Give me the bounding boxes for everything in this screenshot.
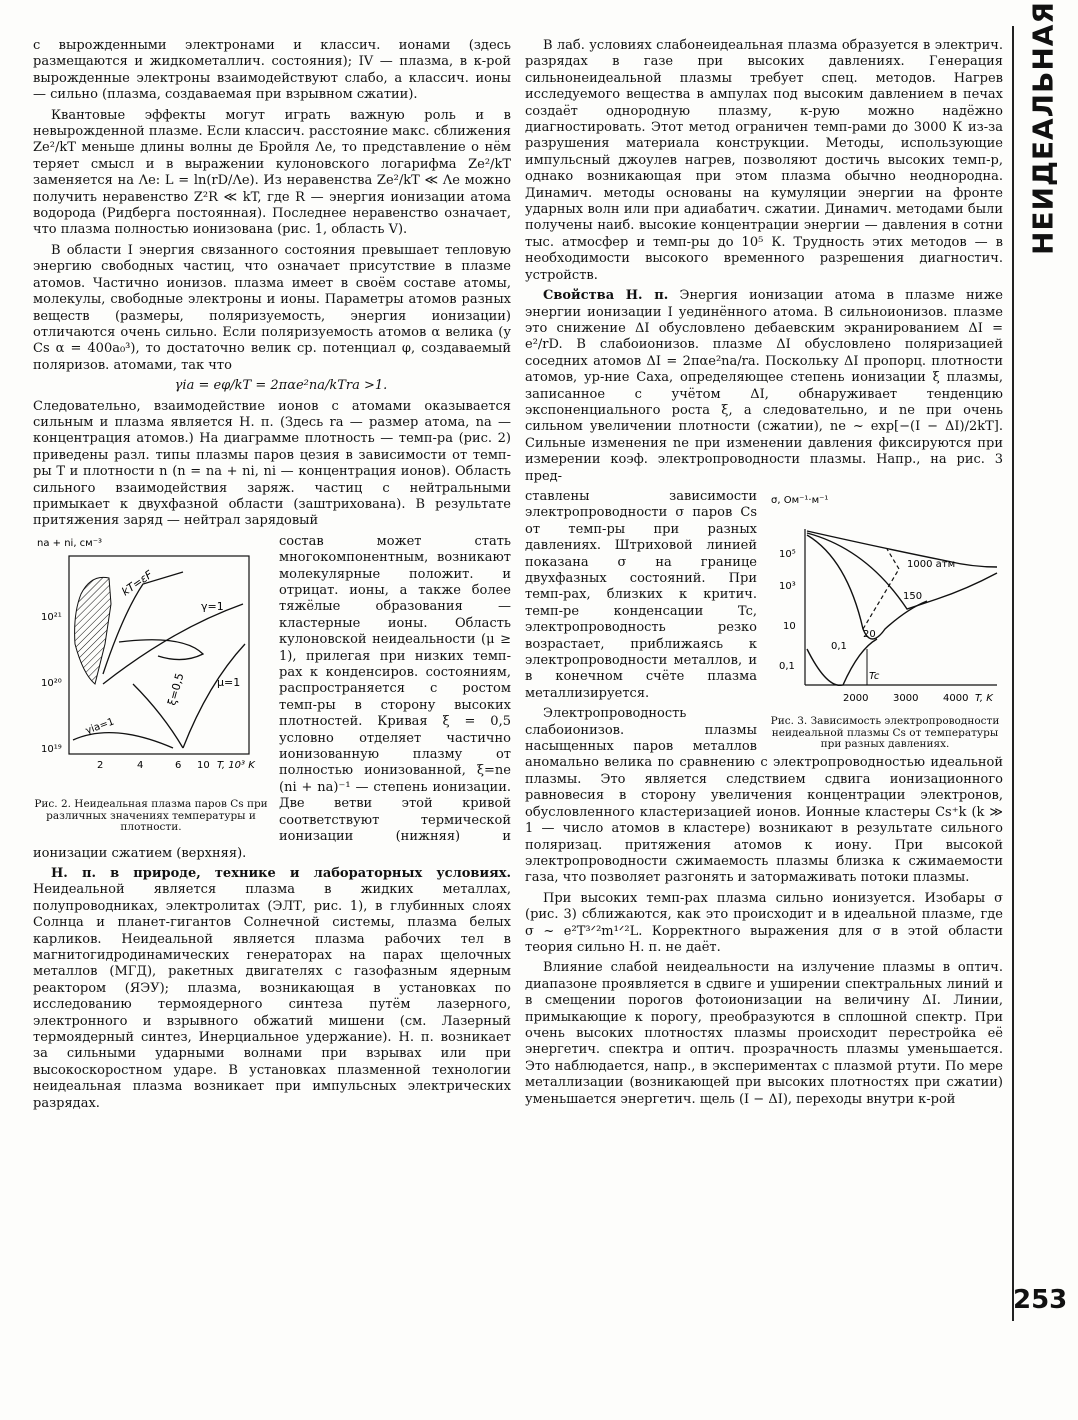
curve-150 — [807, 533, 997, 609]
left-column — [33, 38, 511, 1116]
paragraph: Следовательно, взаимодействие ионов с атомами оказывается сильным и плазма является Н. п. (Здесь ra — размер атома, na — концентрация атомов.) На диаграмме плотность — темп-ра (рис. 2) приведены разл. типы плазмы паров цезия в зависимости от темп-ры T и плотности n (n = na + ni, ni — концентрация ионов). Область сильного взаимодействия заряж. частиц с нейтральными примыкает к двухфазной области (заштрихована). В результате притяжения заряд — нейтрал зарядовый — [33, 398, 511, 529]
xtick: 2000 — [843, 692, 869, 704]
xtick: 6 — [175, 759, 182, 771]
paragraph: ставлены зависимости электропроводности σ паров Cs от темп-ры при разных давлениях. Штриховой линией показана σ на границе двухфазных состояний. При темп-рах, близких к критич. темп-ре конденсации Tc, электропроводность резко возрастает, приближаясь к электропроводности металлов, и в конечном счёте плазма металлизируется. — [525, 488, 757, 701]
xtick: 4000 — [943, 692, 969, 704]
xtick: 4 — [137, 759, 144, 771]
two-phase-boundary — [863, 549, 899, 629]
page-number: 253 — [1013, 1285, 1068, 1315]
section-heading: Н. п. в природе, технике и лабораторных условиях. — [51, 865, 511, 881]
fig3-ylabel: σ, Ом⁻¹·м⁻¹ — [771, 494, 829, 506]
paragraph: Квантовые эффекты могут играть важную роль и в невырожденной плазме. Если классич. расстояние макс. сближения Ze²/kT меньше длины волны де Бройля Λe, то представление о нём теряет смысл и в выражении кулоновского логарифма Ze²/kT заменяется на Λe: L = ln(rD/Λe). Из неравенства Ze²/kT ≪ Λe можно получить неравенство Z²R ≪ kT, где R — энергия ионизации атома водорода (Ридберга постоянная). Последнее неравенство означает, что плазма полностью ионизована (рис. 1, область V). — [33, 107, 511, 238]
header-title: НЕИДЕАЛЬНАЯ — [1026, 0, 1060, 255]
paragraph: В лаб. условиях слабонеидеальная плазма образуется в электрич. разрядах в газе при высоких давлениях. Генерация сильнонеидеальной плазмы требует спец. методов. Нагрев исследуемого вещества в ампулах под высоким давлением в печах создаёт однородную плазму, к-рую можно надёжно диагностировать. Этот метод ограничен темп-рами до 3000 К из-за разрушения материала конструкции. Методы, использующие импульсный джоулев нагрев, позволяют достичь высоких темп-р, однако возникающая при этом плазма обычно неоднородна. Динамич. методы основаны на кумуляции энергии на фронте ударных волн или при адиабатич. сжатии. Динамич. методами были получены наиб. высокие концентрации энергии — давления в сотни тыс. атмосфер и темп-ры до 10⁵ К. Трудность этих методов — в необходимости высокого временного разрешения диагностич. устройств. — [525, 38, 1003, 283]
paragraph — [525, 288, 1003, 485]
curve-mu — [183, 644, 245, 748]
xtick: 10 — [197, 759, 210, 771]
xtick: 3000 — [893, 692, 919, 704]
ytick: 10³ — [779, 580, 796, 592]
margin-rule — [1012, 26, 1014, 1321]
paragraph: Влияние слабой неидеальности на излучение плазмы в оптич. диапазоне проявляется в сдвиге и уширении спектральных линий и в смещении порогов фотоионизации на величину ΔI. Линии, примыкающие к порогу, преобразуются в сплошной спектр. При очень высоких плотностях плазмы происходит перестройка её энергетич. спектра и оптич. прозрачность плазмы уменьшается. Это наблюдается, напр., в экспериментах с плазмой ртути. По мере металлизации (возникающей при высоких плотностях при сжатии) уменьшается энергетич. щель (I − ΔI), переходы внутри к-рой — [525, 960, 1003, 1107]
running-header — [1018, 0, 1068, 255]
label-gamma: γ=1 — [201, 599, 224, 613]
formula: γia = eφ/kT = 2παe²na/kTra >1. — [174, 378, 388, 394]
paragraph: Электропроводность слабоионизов. плазмы насыщенных паров металлов аномально велика по сравнению с электропроводностью идеальной плазмы. Это является следствием сдвига ионизационного равновесия в сторону увеличения концентрации электронов, обусловленного кластеризацией ионов. Ионные кластеры Cs⁺k (k ≫ 1 — число атомов в кластере) возникают в результате сильного поляризац. притяжения атомов к иону. При высокой электропроводности сжимаемость плазмы близка к сжимаемости газа, что позволяет разгонять и затормаживать потоки плазмы. — [525, 706, 1003, 886]
label-gia: γia=1 — [84, 716, 116, 737]
label-tc: Tc — [869, 670, 880, 682]
paragraph: В области I энергия связанного состояния превышает тепловую энергию свободных частиц, что означает присутствие в плазме атомов. Частично ионизов. плазма имеет в своём составе атомы, молекулы, свободные электроны и ионы. Параметры атомов разных веществ (размеры, поляризуемость, энергия ионизации) отличаются очень сильно. Если поляризуемость атомов α велика (у Cs α = 400a₀³), то достаточно велик ср. потенциал φ, создаваемый поляризов. атомами, так что — [33, 242, 511, 373]
label-xi: ξ=0,5 — [165, 671, 187, 707]
curve-xi-upper — [119, 639, 203, 659]
label-mu: μ=1 — [217, 675, 241, 689]
label-1000: 1000 атм — [907, 558, 956, 570]
fig2-ylabel: na + ni, см⁻³ — [37, 537, 103, 549]
paragraph — [33, 866, 511, 1112]
figure-3 — [767, 489, 1003, 751]
figure-2-diagram — [33, 534, 269, 792]
ytick: 10²¹ — [41, 611, 62, 623]
paragraph: с вырожденными электронами и классич. ионами (здесь размещаются и жидкометаллич. состояния); IV — плазма, в к-рой вырожденные электроны взаимодействуют слабо, а классич. ионы — сильно (плазма, создаваемая при взрывном сжатии). — [33, 38, 511, 103]
ytick: 10 — [783, 620, 796, 632]
label-0-1: 0,1 — [831, 640, 847, 652]
figure-3-caption: Рис. 3. Зависимость электропроводности неидеальной плазмы Cs от температуры при разных давлениях. — [770, 715, 1000, 751]
figure-2 — [33, 534, 269, 834]
paragraph: состав может стать многокомпонентным, возникают молекулярные положит. и отрицат. ионы, а также более тяжёлые образования — кластерные ионы. Область кулоновской неидеальности (μ ≥ 1), прилегая при низких темп-рах к конденсиров. состояниям, распространяется с ростом темп-ры в сторону высоких плотностей. Кривая ξ = 0,5 условно отделяет частично ионизованную плазму от полностью ионизованной, ξ=ne (ni + na)⁻¹ — степень ионизации. Две ветви этой кривой соответствуют термической ионизации (нижняя) и ионизации сжатием (верхняя). — [33, 533, 511, 861]
paragraph-text: Энергия ионизации атома в плазме ниже энергии ионизации I уединённого атома. В сильноионизов. плазме это снижение ΔI обусловлено дебаевским экранированием ΔI = e²/rD. В слабоионизов. плазме ΔI обусловлено поляризацией соседних атомов ΔI = 2παe²na/ra. Поскольку ΔI пропорц. плотности атомов, ур-ние Саха, определяющее степень ионизации ξ плазмы, записанное с учётом ΔI, обнаруживает тенденцию экспоненциального роста ξ, а следовательно, и ne при очень сильном увеличении плотности (сжатии), ne ~ exp[−(I − ΔI)/2kT]. Сильные изменения ne при изменении давления фиксируются при измерении коэф. электропроводности плазмы. Напр., на рис. 3 пред- — [525, 288, 1003, 484]
ytick: 10²⁰ — [41, 677, 62, 689]
fig3-xlabel: T, K — [975, 692, 993, 704]
section-heading: Свойства Н. п. — [543, 288, 669, 304]
ytick: 0,1 — [779, 660, 795, 672]
ytick: 10⁵ — [779, 548, 796, 560]
right-column — [525, 38, 1003, 1112]
label-150: 150 — [903, 590, 923, 602]
figure-2-caption: Рис. 2. Неидеальная плазма паров Cs при различных значениях температуры и плотности. — [34, 798, 268, 834]
fig2-xlabel: T, 10³ K — [217, 759, 255, 771]
curve-20 — [807, 535, 927, 639]
paragraph: При высоких темп-рах плазма сильно ионизуется. Изобары σ (рис. 3) сближаются, как это происходит и в идеальной плазме, где σ ~ e²T³ᐟ²m¹ᐟ²L. Корректного выражения для σ в этой области теория сильно Н. п. не даёт. — [525, 890, 1003, 955]
paragraph-text: Неидеальной является плазма в жидких металлах, полупроводниках, электролитах (ЭЛТ, рис. 1), в глубинных слоях Солнца и планет-гигантов Солнечной системы, плазма белых карликов. Неидеальной является плазма рабочих тел в магнитогидродинамических генераторах на парах щелочных металлов (МГД), ракетных двигателях с газофазным ядерным реактором (ЯЭУ); плазма, возникающая в установках по исследованию термоядерного синтеза путём лазерного, электронного и взрывного обжатий мишени (см. Лазерный термоядерный синтез, Инерциальное удержание). Н. п. возникает за сильными ударными волнами при взрывах или при высокоскоростном ударе. В установках плазменной технологии неидеальная плазма возникает при импульсных электрических разрядах. — [33, 882, 511, 1111]
label-kt: kT=εF — [119, 567, 156, 599]
xtick: 2 — [97, 759, 104, 771]
ytick: 10¹⁹ — [41, 743, 62, 755]
label-20: 20 — [863, 628, 876, 640]
figure-3-diagram — [767, 489, 1003, 709]
